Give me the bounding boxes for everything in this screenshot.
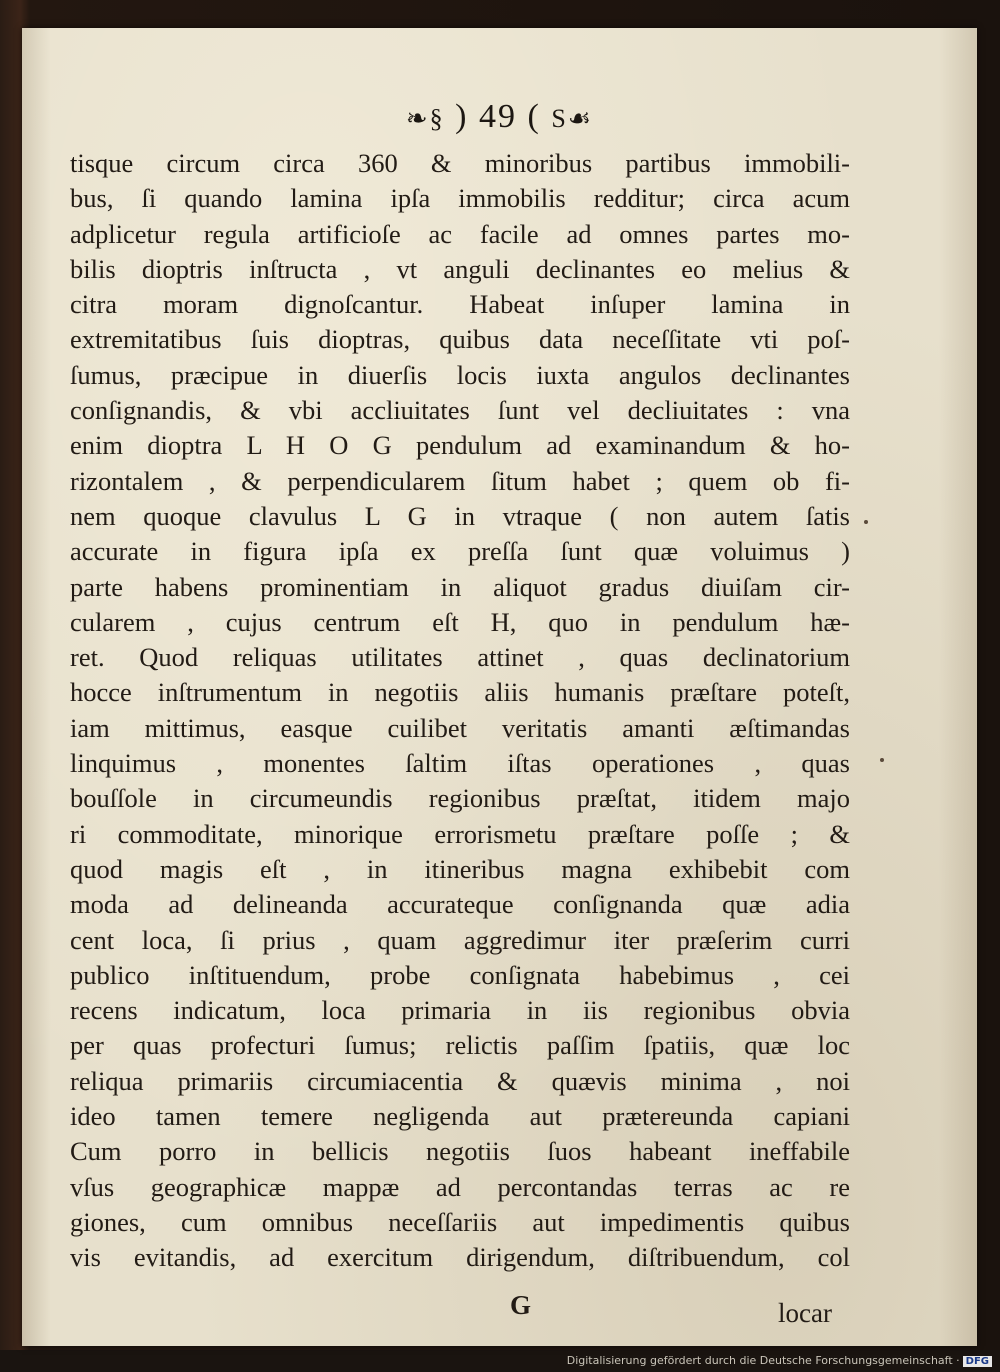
book-page (22, 28, 977, 1346)
text-line: ideo tamen temere negligenda aut prætereunda capiani (70, 1101, 850, 1132)
text-line: Cum porro in bellicis negotiis ſuos habeant ineffabile (70, 1136, 850, 1167)
text-line: vſus geographicæ mappæ ad percontandas terras ac re (70, 1171, 850, 1202)
signature-mark: G (510, 1290, 532, 1320)
text-line: cularem , cujus centrum eſt H, quo in pendulum hæ- (70, 606, 850, 637)
text-line: bilis dioptris inſtructa , vt anguli declinantes eo melius & (70, 253, 850, 284)
text-line: extremitatibus ſuis dioptras, quibus data neceſſitate vti poſ- (70, 324, 850, 355)
text-line: ret. Quod reliquas utilitates attinet , quas declinatorium (70, 642, 850, 673)
text-line: accurate in figura ipſa ex preſſa ſunt quæ voluimus ) (70, 536, 850, 567)
body-text (70, 146, 850, 1276)
text-line: ſumus, præcipue in diuerſis locis iuxta angulos declinantes (70, 359, 850, 390)
text-line: linquimus , monentes ſaltim iſtas operationes , quas (70, 748, 850, 779)
text-line: conſignandis, & vbi accliuitates ſunt vel decliuitates : vna (70, 395, 850, 426)
credit-text: Digitalisierung gefördert durch die Deutsche Forschungsgemeinschaft · (566, 1354, 960, 1367)
text-line: recens indicatum, loca primaria in iis regionibus obvia (70, 995, 850, 1026)
page-header (22, 98, 977, 136)
text-line: hocce inſtrumentum in negotiis aliis humanis præſtare poteſt, (70, 677, 850, 708)
digitization-credit (567, 1354, 992, 1367)
text-line: cent loca, ſi prius , quam aggredimur iter præſerim curri (70, 924, 850, 955)
ink-speck (880, 758, 884, 762)
text-line: iam mittimus, easque cuilibet veritatis amanti æſtimandas (70, 712, 850, 743)
text-line: adplicetur regula artificioſe ac facile ad omnes partes mo- (70, 218, 850, 249)
text-line: bouſſole in circumeundis regionibus præſtat, itidem majo (70, 783, 850, 814)
left-ornament-icon: ❧§ (405, 104, 445, 134)
text-line: tisque circum circa 360 & minoribus partibus immobili- (70, 148, 850, 178)
text-line: quod magis eſt , in itineribus magna exhibebit com (70, 853, 850, 884)
text-line: vis evitandis, ad exercitum dirigendum, diſtribuendum, col (70, 1242, 850, 1273)
text-line: parte habens prominentiam in aliquot gradus diuiſam cir- (70, 571, 850, 602)
text-line: enim dioptra L H O G pendulum ad examinandum & ho- (70, 430, 850, 461)
ink-speck (864, 520, 868, 524)
right-ornament-icon: S☙ (551, 104, 594, 134)
text-line: giones, cum omnibus neceſſariis aut impedimentis quibus (70, 1206, 850, 1237)
text-line: rizontalem , & perpendicularem ſitum habet ; quem ob fi- (70, 465, 850, 496)
dfg-logo-icon: DFG (963, 1356, 992, 1367)
text-line: bus, ſi quando lamina ipſa immobilis redditur; circa acum (70, 183, 850, 214)
catchword: locar (778, 1298, 832, 1328)
text-line: ri commoditate, minorique errorismetu præſtare poſſe ; & (70, 818, 850, 849)
text-line: publico inſtituendum, probe conſignata habebimus , cei (70, 959, 850, 990)
text-line: moda ad delineanda accurateque conſignanda quæ adia (70, 889, 850, 920)
text-line: nem quoque clavulus L G in vtraque ( non autem ſatis (70, 500, 850, 531)
text-line: per quas profecturi ſumus; relictis paſſim ſpatiis, quæ loc (70, 1030, 850, 1061)
text-line: citra moram dignoſcantur. Habeat inſuper lamina in (70, 289, 850, 320)
page-number: ) 49 ( (455, 98, 541, 135)
text-line: reliqua primariis circumiacentia & quævis minima , noi (70, 1065, 850, 1096)
